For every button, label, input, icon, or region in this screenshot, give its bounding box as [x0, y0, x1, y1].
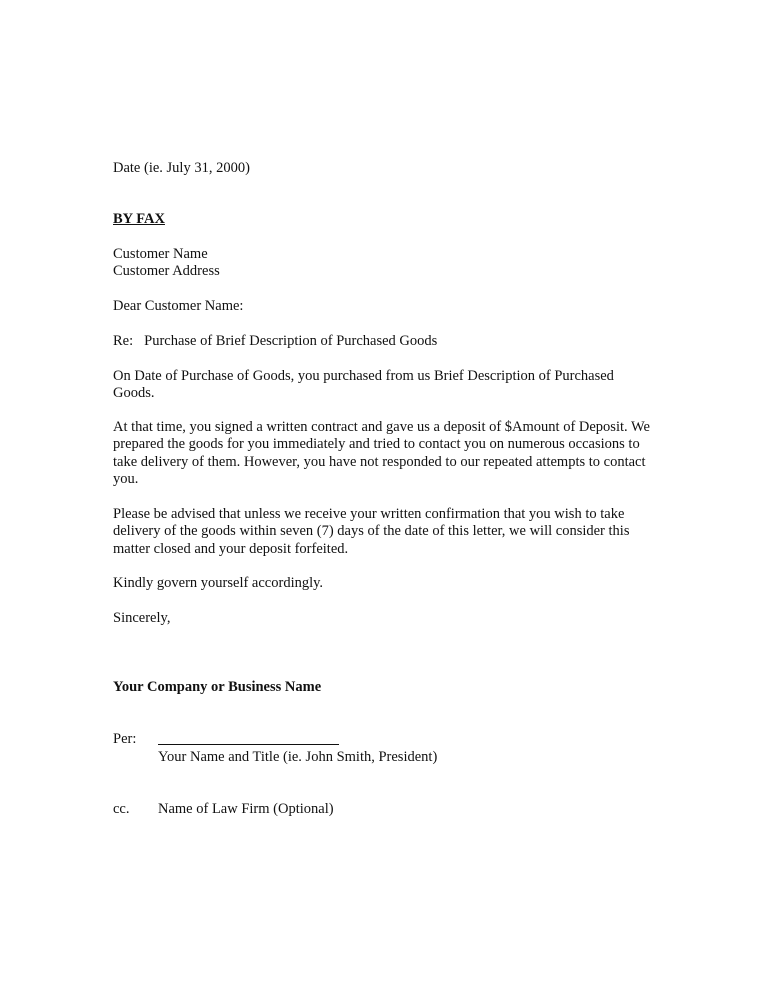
re-line — [113, 333, 437, 350]
recipient-address: Customer Address — [113, 263, 220, 279]
paragraph-1: On Date of Purchase of Goods, you purchased from us Brief Description of Purchased Goods. — [113, 368, 614, 402]
re-label: Re: — [113, 333, 134, 349]
paragraph-2: At that time, you signed a written contract and gave us a deposit of $Amount of Deposit. We prepared the goods for you immediately and tried to contact you on numerous occasions to take delivery of them. However, you have not responded to our repeated attempts to contact you. — [113, 419, 650, 487]
closing: Sincerely, — [113, 610, 171, 626]
company-name: Your Company or Business Name — [113, 679, 322, 695]
cc-label: cc. — [113, 801, 130, 817]
signature-line — [158, 744, 339, 745]
signer-name-title: Your Name and Title (ie. John Smith, President) — [158, 749, 438, 765]
per-label: Per: — [113, 731, 137, 747]
paragraph-3: Please be advised that unless we receive your written confirmation that you wish to take delivery of the goods within seven (7) days of the date of this letter, we will consider this matter closed and your deposit forfeited. — [113, 506, 630, 557]
salutation: Dear Customer Name: — [113, 298, 244, 314]
letter-date: Date (ie. July 31, 2000) — [113, 160, 250, 176]
paragraph-4: Kindly govern yourself accordingly. — [113, 575, 324, 591]
cc-value: Name of Law Firm (Optional) — [158, 801, 334, 817]
re-text: Purchase of Brief Description of Purchased Goods — [144, 333, 438, 349]
delivery-method: BY FAX — [113, 211, 165, 227]
recipient-name: Customer Name — [113, 246, 208, 262]
